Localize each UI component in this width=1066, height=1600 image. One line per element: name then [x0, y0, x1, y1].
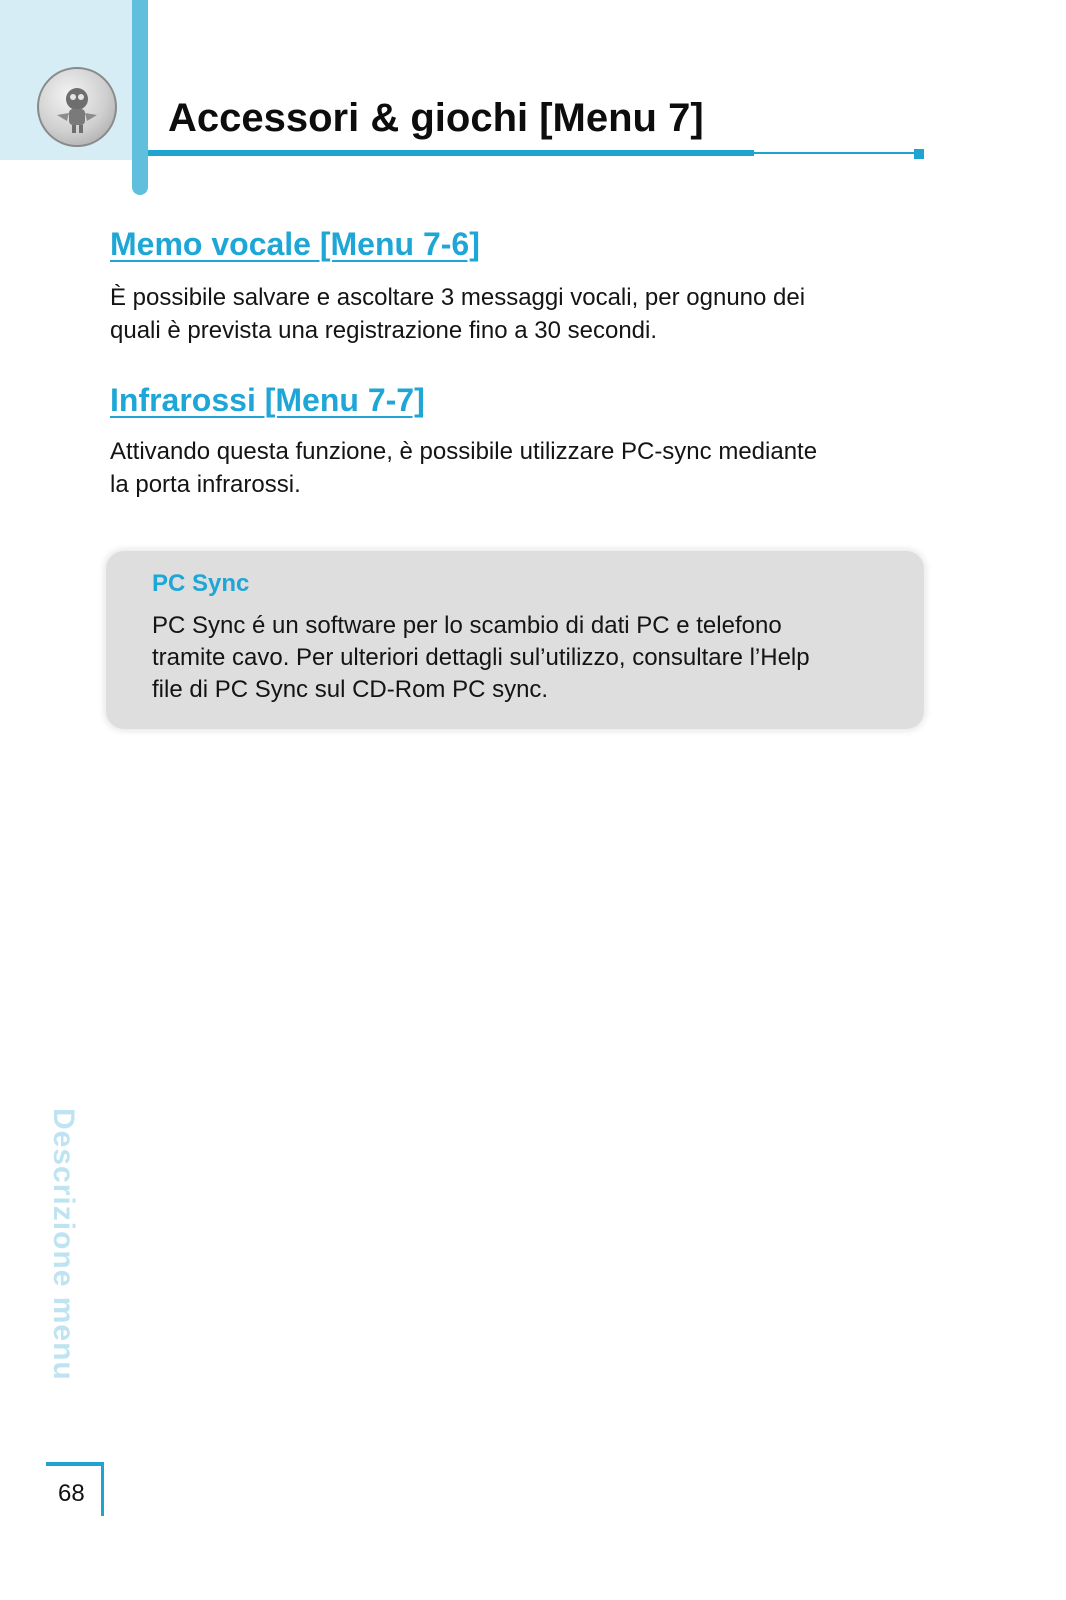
- note-line: file di PC Sync sul CD-Rom PC sync.: [152, 676, 549, 703]
- page-title: Accessori & giochi [Menu 7]: [168, 96, 704, 140]
- page-number-rule-vertical: [101, 1462, 104, 1516]
- note-title: PC Sync: [152, 570, 250, 597]
- section-body-infrarossi: [110, 435, 930, 501]
- note-text: [152, 610, 912, 706]
- body-line: quali è prevista una registrazione fino a 30 secondi.: [110, 317, 658, 344]
- body-line: la porta infrarossi.: [110, 471, 301, 498]
- title-underline-thick: [148, 150, 754, 156]
- note-line: tramite cavo. Per ulteriori dettagli sul’utilizzo, consultare l’Help: [152, 644, 810, 671]
- mascot-logo-icon: [37, 67, 117, 147]
- section-heading-memo-vocale: Memo vocale [Menu 7-6]: [110, 226, 480, 262]
- side-section-label: Descrizione menu: [47, 1108, 80, 1381]
- header-vertical-bar: [132, 0, 148, 195]
- page-number: 68: [58, 1480, 85, 1507]
- section-body-memo-vocale: [110, 281, 930, 347]
- title-underline-thin: [754, 152, 922, 154]
- section-heading-infrarossi: Infrarossi [Menu 7-7]: [110, 382, 425, 418]
- title-rule-end-marker: [914, 149, 924, 159]
- body-line: Attivando questa funzione, è possibile utilizzare PC-sync mediante: [110, 438, 818, 465]
- page-number-rule-horizontal: [46, 1462, 104, 1466]
- note-line: PC Sync é un software per lo scambio di dati PC e telefono: [152, 612, 782, 639]
- body-line: È possibile salvare e ascoltare 3 messaggi vocali, per ognuno dei: [110, 284, 806, 311]
